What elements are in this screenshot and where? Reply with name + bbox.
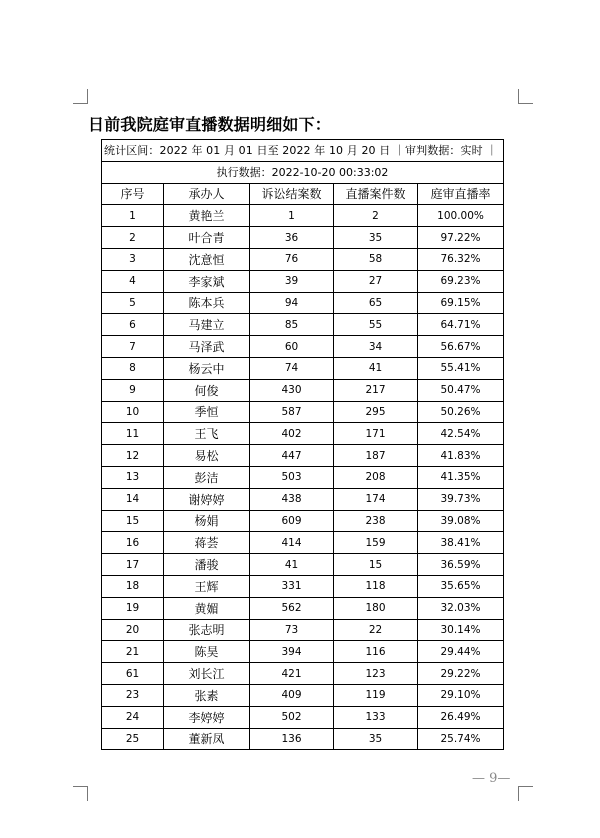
table-row [102, 401, 504, 423]
cell-rate: 39.73% [418, 488, 504, 510]
cell-no: 19 [102, 597, 164, 619]
cell-name: 董新凤 [164, 728, 250, 750]
cell-closed: 331 [250, 575, 334, 597]
cell-live: 118 [334, 575, 418, 597]
cell-live: 2 [334, 205, 418, 227]
table-row [102, 510, 504, 532]
table-row [102, 227, 504, 249]
cell-name: 刘长江 [164, 663, 250, 685]
cell-name: 易松 [164, 445, 250, 467]
table-row [102, 357, 504, 379]
cell-name: 张素 [164, 684, 250, 706]
cell-no: 3 [102, 248, 164, 270]
cell-live: 159 [334, 532, 418, 554]
crop-mark-top-left [73, 89, 88, 104]
cell-live: 123 [334, 663, 418, 685]
cell-closed: 409 [250, 684, 334, 706]
crop-mark-bottom-right [518, 786, 533, 801]
cell-closed: 438 [250, 488, 334, 510]
table-row [102, 728, 504, 750]
table-row [102, 706, 504, 728]
table-row [102, 270, 504, 292]
cell-rate: 50.26% [418, 401, 504, 423]
cell-name: 陈本兵 [164, 292, 250, 314]
cell-live: 119 [334, 684, 418, 706]
cell-no: 13 [102, 466, 164, 488]
cell-no: 24 [102, 706, 164, 728]
cell-no: 20 [102, 619, 164, 641]
table-row [102, 205, 504, 227]
cell-closed: 76 [250, 248, 334, 270]
cell-live: 187 [334, 445, 418, 467]
header-live: 直播案件数 [334, 183, 418, 205]
cell-name: 王辉 [164, 575, 250, 597]
cell-no: 14 [102, 488, 164, 510]
cell-closed: 503 [250, 466, 334, 488]
cell-name: 沈意恒 [164, 248, 250, 270]
cell-name: 陈昊 [164, 641, 250, 663]
cell-name: 黄艳兰 [164, 205, 250, 227]
cell-rate: 56.67% [418, 336, 504, 358]
cell-closed: 609 [250, 510, 334, 532]
table-row [102, 641, 504, 663]
table-row [102, 292, 504, 314]
range-row [102, 140, 504, 162]
table-row [102, 488, 504, 510]
cell-rate: 35.65% [418, 575, 504, 597]
cell-live: 133 [334, 706, 418, 728]
cell-rate: 69.15% [418, 292, 504, 314]
table-row [102, 684, 504, 706]
table-row [102, 532, 504, 554]
cell-no: 8 [102, 357, 164, 379]
cell-name: 王飞 [164, 423, 250, 445]
cell-live: 171 [334, 423, 418, 445]
table-row [102, 445, 504, 467]
cell-name: 何俊 [164, 379, 250, 401]
table-row [102, 336, 504, 358]
execution-data-time: 执行数据：2022-10-20 00:33:02 [102, 161, 504, 183]
cell-no: 17 [102, 554, 164, 576]
cell-closed: 94 [250, 292, 334, 314]
cell-no: 61 [102, 663, 164, 685]
cell-live: 116 [334, 641, 418, 663]
table-row [102, 314, 504, 336]
cell-live: 55 [334, 314, 418, 336]
cell-rate: 26.49% [418, 706, 504, 728]
cell-no: 5 [102, 292, 164, 314]
cell-name: 彭洁 [164, 466, 250, 488]
cell-name: 马泽武 [164, 336, 250, 358]
cell-closed: 447 [250, 445, 334, 467]
cell-closed: 421 [250, 663, 334, 685]
cell-name: 杨云中 [164, 357, 250, 379]
cell-no: 1 [102, 205, 164, 227]
header-closed: 诉讼结案数 [250, 183, 334, 205]
cell-no: 16 [102, 532, 164, 554]
cell-closed: 36 [250, 227, 334, 249]
table-row [102, 466, 504, 488]
cell-live: 58 [334, 248, 418, 270]
section-heading: 日前我院庭审直播数据明细如下： [88, 115, 332, 134]
cell-no: 10 [102, 401, 164, 423]
cell-closed: 402 [250, 423, 334, 445]
cell-live: 174 [334, 488, 418, 510]
cell-rate: 41.35% [418, 466, 504, 488]
cell-no: 2 [102, 227, 164, 249]
cell-name: 李家斌 [164, 270, 250, 292]
cell-no: 15 [102, 510, 164, 532]
cell-live: 295 [334, 401, 418, 423]
cell-live: 65 [334, 292, 418, 314]
statistics-range: 统计区间：2022 年 01 月 01 日至 2022 年 10 月 20 日 ｜审判数据：实时 ｜ [102, 140, 504, 162]
cell-closed: 136 [250, 728, 334, 750]
cell-rate: 39.08% [418, 510, 504, 532]
cell-no: 25 [102, 728, 164, 750]
cell-rate: 25.74% [418, 728, 504, 750]
cell-rate: 97.22% [418, 227, 504, 249]
cell-closed: 73 [250, 619, 334, 641]
cell-live: 41 [334, 357, 418, 379]
cell-closed: 85 [250, 314, 334, 336]
table-row [102, 554, 504, 576]
cell-rate: 64.71% [418, 314, 504, 336]
cell-rate: 29.44% [418, 641, 504, 663]
cell-closed: 587 [250, 401, 334, 423]
table-row [102, 379, 504, 401]
cell-live: 238 [334, 510, 418, 532]
cell-name: 季恒 [164, 401, 250, 423]
cell-no: 4 [102, 270, 164, 292]
cell-name: 李婷婷 [164, 706, 250, 728]
cell-rate: 29.22% [418, 663, 504, 685]
header-no: 序号 [102, 183, 164, 205]
cell-rate: 100.00% [418, 205, 504, 227]
cell-rate: 38.41% [418, 532, 504, 554]
cell-rate: 36.59% [418, 554, 504, 576]
cell-live: 22 [334, 619, 418, 641]
cell-rate: 29.10% [418, 684, 504, 706]
cell-name: 蒋荟 [164, 532, 250, 554]
header-rate: 庭审直播率 [418, 183, 504, 205]
cell-closed: 502 [250, 706, 334, 728]
table-row [102, 423, 504, 445]
cell-name: 黄媚 [164, 597, 250, 619]
header-name: 承办人 [164, 183, 250, 205]
page-number: — 9— [472, 771, 511, 786]
cell-live: 208 [334, 466, 418, 488]
cell-rate: 42.54% [418, 423, 504, 445]
cell-closed: 74 [250, 357, 334, 379]
table-row [102, 663, 504, 685]
cell-closed: 39 [250, 270, 334, 292]
cell-closed: 60 [250, 336, 334, 358]
cell-live: 217 [334, 379, 418, 401]
cell-rate: 50.47% [418, 379, 504, 401]
cell-live: 27 [334, 270, 418, 292]
cell-closed: 430 [250, 379, 334, 401]
cell-rate: 30.14% [418, 619, 504, 641]
cell-closed: 1 [250, 205, 334, 227]
cell-closed: 41 [250, 554, 334, 576]
cell-rate: 41.83% [418, 445, 504, 467]
live-broadcast-table [101, 139, 504, 750]
cell-rate: 55.41% [418, 357, 504, 379]
cell-rate: 32.03% [418, 597, 504, 619]
table-row [102, 248, 504, 270]
cell-live: 34 [334, 336, 418, 358]
cell-name: 叶合青 [164, 227, 250, 249]
cell-rate: 76.32% [418, 248, 504, 270]
cell-closed: 414 [250, 532, 334, 554]
exec-row [102, 161, 504, 183]
crop-mark-bottom-left [73, 786, 88, 801]
cell-no: 11 [102, 423, 164, 445]
cell-no: 9 [102, 379, 164, 401]
cell-closed: 562 [250, 597, 334, 619]
cell-name: 张志明 [164, 619, 250, 641]
cell-no: 18 [102, 575, 164, 597]
cell-live: 15 [334, 554, 418, 576]
crop-mark-top-right [518, 89, 533, 104]
cell-no: 6 [102, 314, 164, 336]
cell-live: 35 [334, 728, 418, 750]
cell-name: 潘骏 [164, 554, 250, 576]
cell-no: 12 [102, 445, 164, 467]
cell-no: 7 [102, 336, 164, 358]
cell-live: 180 [334, 597, 418, 619]
cell-name: 杨娟 [164, 510, 250, 532]
cell-live: 35 [334, 227, 418, 249]
header-row [102, 183, 504, 205]
cell-rate: 69.23% [418, 270, 504, 292]
table-row [102, 575, 504, 597]
cell-name: 马建立 [164, 314, 250, 336]
cell-closed: 394 [250, 641, 334, 663]
table-row [102, 597, 504, 619]
cell-no: 21 [102, 641, 164, 663]
table-row [102, 619, 504, 641]
cell-name: 谢婷婷 [164, 488, 250, 510]
cell-no: 23 [102, 684, 164, 706]
